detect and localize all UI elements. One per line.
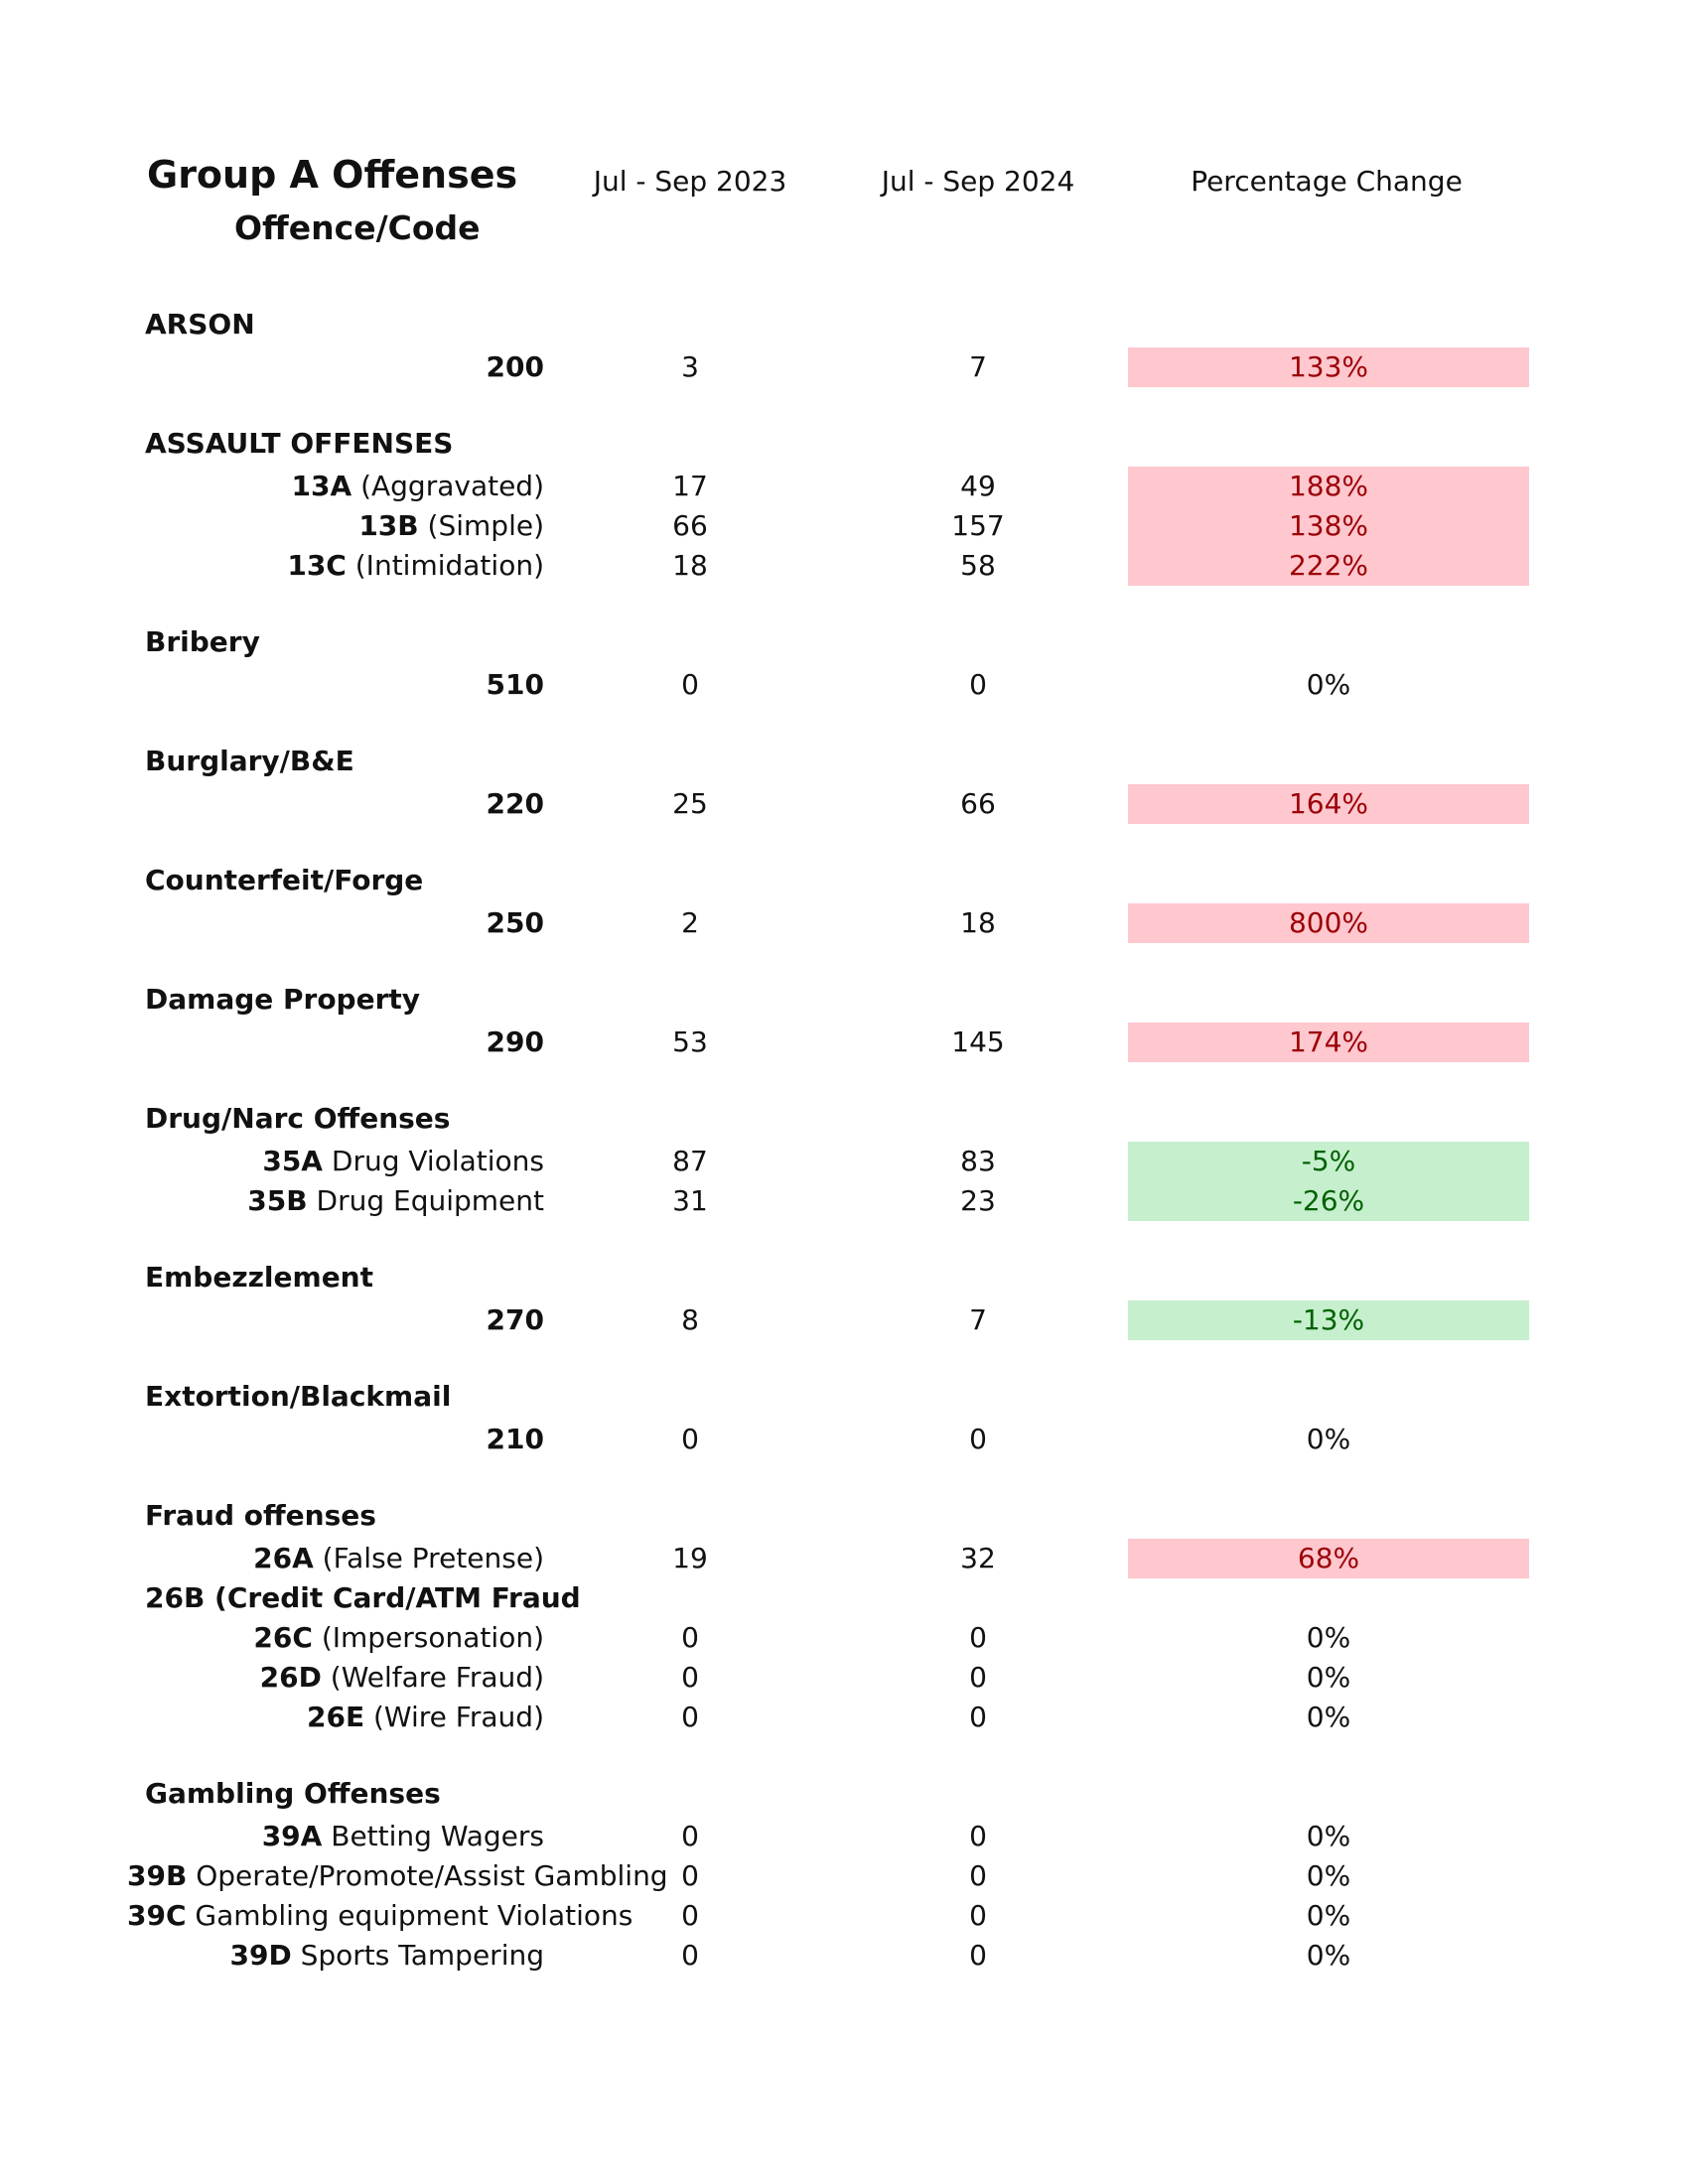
percentage-change: 0% bbox=[1306, 1701, 1351, 1733]
offense-description: Operate/Promote/Assist Gambling bbox=[187, 1859, 668, 1892]
value-2024: 83 bbox=[960, 1145, 996, 1177]
table-row bbox=[0, 1817, 1688, 1856]
percentage-change: 174% bbox=[1128, 1023, 1529, 1062]
percentage-change: 0% bbox=[1306, 1661, 1351, 1694]
value-2024: 157 bbox=[951, 509, 1005, 542]
percentage-change: 0% bbox=[1306, 668, 1351, 701]
table-row bbox=[0, 1142, 1688, 1181]
value-2023: 66 bbox=[672, 509, 708, 542]
table-row bbox=[0, 903, 1688, 943]
offense-code-cell bbox=[127, 1618, 544, 1658]
percentage-change: 0% bbox=[1306, 1859, 1351, 1892]
percentage-change: 0% bbox=[1306, 1899, 1351, 1932]
group-title: Extortion/Blackmail bbox=[145, 1380, 452, 1413]
table-row bbox=[0, 1420, 1688, 1459]
offense-code: 200 bbox=[486, 350, 544, 383]
offense-description: (Simple) bbox=[418, 509, 544, 542]
offense-code: 220 bbox=[486, 787, 544, 820]
offense-description: (Intimidation) bbox=[346, 549, 544, 582]
offense-code-cell bbox=[127, 347, 544, 387]
percentage-change: 133% bbox=[1128, 347, 1529, 387]
table-row bbox=[0, 1578, 1688, 1618]
percentage-change: 222% bbox=[1128, 546, 1529, 586]
percentage-change: 0% bbox=[1306, 1423, 1351, 1455]
offense-code: 35B bbox=[247, 1184, 308, 1217]
value-2024: 0 bbox=[969, 1701, 987, 1733]
offense-code-cell bbox=[127, 1300, 544, 1340]
value-2024: 58 bbox=[960, 549, 996, 582]
value-2023: 19 bbox=[672, 1542, 708, 1574]
offense-code-cell bbox=[127, 1023, 544, 1062]
percentage-change: 188% bbox=[1128, 467, 1529, 506]
value-2023: 87 bbox=[672, 1145, 708, 1177]
group-title: Gambling Offenses bbox=[145, 1777, 441, 1810]
offense-code-cell bbox=[127, 1856, 668, 1896]
offense-code: 39C bbox=[127, 1899, 187, 1932]
offense-code: 250 bbox=[486, 906, 544, 939]
value-2023: 3 bbox=[681, 350, 699, 383]
value-2023: 25 bbox=[672, 787, 708, 820]
table-row bbox=[0, 1023, 1688, 1062]
offense-code: 13A bbox=[291, 470, 352, 502]
value-2024: 66 bbox=[960, 787, 996, 820]
offense-code-cell bbox=[127, 1896, 633, 1936]
value-2023: 0 bbox=[681, 1899, 699, 1932]
column-header-2024: Jul - Sep 2024 bbox=[881, 165, 1075, 198]
value-2024: 7 bbox=[969, 1303, 987, 1336]
offense-description: (Wire Fraud) bbox=[364, 1701, 544, 1733]
value-2024: 145 bbox=[951, 1025, 1005, 1058]
value-2023: 31 bbox=[672, 1184, 708, 1217]
table-row bbox=[0, 467, 1688, 506]
offense-code-cell bbox=[127, 1698, 544, 1737]
value-2023: 0 bbox=[681, 1701, 699, 1733]
table-row bbox=[0, 784, 1688, 824]
offense-description: Gambling equipment Violations bbox=[186, 1899, 633, 1932]
table-row bbox=[0, 347, 1688, 387]
offense-code: 26E bbox=[307, 1701, 365, 1733]
offense-code-cell bbox=[127, 784, 544, 824]
group-title: Counterfeit/Forge bbox=[145, 864, 424, 896]
offense-code-cell bbox=[127, 506, 544, 546]
offense-code-cell bbox=[127, 1539, 544, 1578]
offense-description: Betting Wagers bbox=[322, 1820, 544, 1852]
column-header-percentage-change: Percentage Change bbox=[1191, 165, 1463, 198]
group-title: Burglary/B&E bbox=[145, 745, 354, 777]
offense-code-cell bbox=[127, 1181, 544, 1221]
offense-code-cell bbox=[127, 1420, 544, 1459]
value-2023: 18 bbox=[672, 549, 708, 582]
value-2024: 18 bbox=[960, 906, 996, 939]
offense-code-cell bbox=[127, 1658, 544, 1698]
table-row bbox=[0, 1896, 1688, 1936]
group-title: ASSAULT OFFENSES bbox=[145, 427, 454, 460]
value-2024: 0 bbox=[969, 1939, 987, 1972]
offense-description: Drug Equipment bbox=[307, 1184, 544, 1217]
value-2024: 0 bbox=[969, 668, 987, 701]
value-2024: 0 bbox=[969, 1859, 987, 1892]
percentage-change: 164% bbox=[1128, 784, 1529, 824]
offense-description: Sports Tampering bbox=[291, 1939, 544, 1972]
value-2023: 0 bbox=[681, 1621, 699, 1654]
table-row bbox=[0, 1618, 1688, 1658]
value-2023: 0 bbox=[681, 1820, 699, 1852]
group-title: Bribery bbox=[145, 625, 260, 658]
value-2024: 7 bbox=[969, 350, 987, 383]
percentage-change: 68% bbox=[1128, 1539, 1529, 1578]
offense-code: 510 bbox=[486, 668, 544, 701]
offense-description: (False Pretense) bbox=[313, 1542, 544, 1574]
offense-description: Drug Violations bbox=[322, 1145, 544, 1177]
group-title: Damage Property bbox=[145, 983, 421, 1016]
value-2024: 0 bbox=[969, 1820, 987, 1852]
group-title: Fraud offenses bbox=[145, 1499, 376, 1532]
value-2023: 0 bbox=[681, 1423, 699, 1455]
offense-description: (Impersonation) bbox=[312, 1621, 544, 1654]
group-title: ARSON bbox=[145, 308, 255, 341]
offense-code: 26D bbox=[259, 1661, 322, 1694]
offense-code: 13C bbox=[287, 549, 347, 582]
value-2023: 17 bbox=[672, 470, 708, 502]
value-2023: 53 bbox=[672, 1025, 708, 1058]
offense-description: (Aggravated) bbox=[352, 470, 544, 502]
value-2023: 2 bbox=[681, 906, 699, 939]
group-title: Drug/Narc Offenses bbox=[145, 1102, 451, 1135]
offense-code: 35A bbox=[262, 1145, 323, 1177]
value-2024: 32 bbox=[960, 1542, 996, 1574]
offense-code: 270 bbox=[486, 1303, 544, 1336]
offense-code: 26A bbox=[253, 1542, 314, 1574]
table-row bbox=[0, 1300, 1688, 1340]
report-title: Group A Offenses bbox=[147, 153, 518, 197]
table-row bbox=[0, 1539, 1688, 1578]
offense-code-cell bbox=[127, 1142, 544, 1181]
offense-code: 39D bbox=[229, 1939, 292, 1972]
offense-code: 26C bbox=[253, 1621, 313, 1654]
offense-code-cell bbox=[127, 1936, 544, 1976]
percentage-change: 138% bbox=[1128, 506, 1529, 546]
value-2024: 0 bbox=[969, 1661, 987, 1694]
offense-code: 290 bbox=[486, 1025, 544, 1058]
table-row bbox=[0, 506, 1688, 546]
value-2023: 0 bbox=[681, 1939, 699, 1972]
table-row bbox=[0, 1181, 1688, 1221]
percentage-change: 0% bbox=[1306, 1621, 1351, 1654]
value-2024: 49 bbox=[960, 470, 996, 502]
value-2023: 0 bbox=[681, 668, 699, 701]
percentage-change: -5% bbox=[1128, 1142, 1529, 1181]
offense-code-cell bbox=[145, 1578, 741, 1618]
group-title: Embezzlement bbox=[145, 1261, 374, 1294]
percentage-change: 0% bbox=[1306, 1820, 1351, 1852]
offense-code: 26B (Credit Card/ATM Fraud bbox=[145, 1581, 581, 1614]
value-2024: 0 bbox=[969, 1899, 987, 1932]
offense-code: 39A bbox=[261, 1820, 323, 1852]
report-subtitle: Offence/Code bbox=[234, 208, 481, 247]
offense-code-cell bbox=[127, 903, 544, 943]
value-2023: 0 bbox=[681, 1859, 699, 1892]
value-2023: 8 bbox=[681, 1303, 699, 1336]
column-header-2023: Jul - Sep 2023 bbox=[593, 165, 787, 198]
value-2024: 23 bbox=[960, 1184, 996, 1217]
value-2023: 0 bbox=[681, 1661, 699, 1694]
value-2024: 0 bbox=[969, 1423, 987, 1455]
table-row bbox=[0, 1658, 1688, 1698]
offense-code: 13B bbox=[358, 509, 419, 542]
table-row bbox=[0, 1856, 1688, 1896]
table-row bbox=[0, 1936, 1688, 1976]
offense-code-cell bbox=[127, 467, 544, 506]
percentage-change: -13% bbox=[1128, 1300, 1529, 1340]
offense-code-cell bbox=[127, 1817, 544, 1856]
table-row bbox=[0, 546, 1688, 586]
offense-code: 39B bbox=[127, 1859, 188, 1892]
offense-code-cell bbox=[127, 665, 544, 705]
percentage-change: 0% bbox=[1306, 1939, 1351, 1972]
percentage-change: 800% bbox=[1128, 903, 1529, 943]
offense-code-cell bbox=[127, 546, 544, 586]
table-row bbox=[0, 665, 1688, 705]
offense-code: 210 bbox=[486, 1423, 544, 1455]
percentage-change: -26% bbox=[1128, 1181, 1529, 1221]
table-row bbox=[0, 1698, 1688, 1737]
offense-description: (Welfare Fraud) bbox=[321, 1661, 544, 1694]
value-2024: 0 bbox=[969, 1621, 987, 1654]
